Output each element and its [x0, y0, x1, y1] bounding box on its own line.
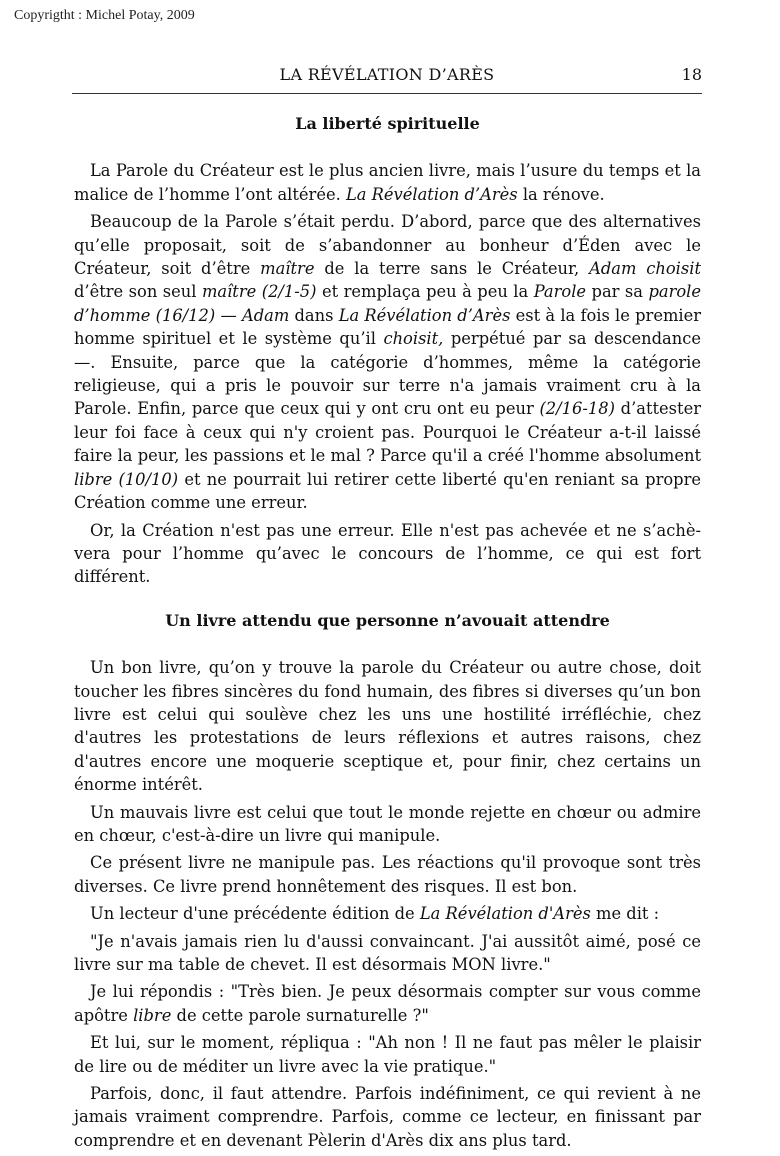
paragraph: Et lui, sur le moment, répliqua : "Ah non ! Il ne faut pas mêler le plaisir de lire ou de méditer un livre avec la vie pratique." — [74, 1033, 701, 1076]
running-header-title: LA RÉVÉLATION D’ARÈS — [279, 65, 495, 84]
page-number: 18 — [681, 65, 702, 84]
paragraph: Je lui répondis : "Très bien. Je peux désormais compter sur vous comme apôtre libre de cette parole surnaturelle ?" — [74, 982, 701, 1025]
paragraph: Un bon livre, qu’on y trouve la parole du Créateur ou autre chose, doit toucher les fibres sincères du fond humain, des fibres si diverses qu’un bon livre est celui qui soulève chez les uns une hostilité irréfléchie, chez d'autres les protestations de leurs réflexions et autres raisons, chez d'autres encore une moquerie sceptique et, pour finir, chez certains un énorme intérêt. — [74, 658, 701, 795]
section-heading-livre-attendu: Un livre attendu que personne n’avouait attendre — [165, 610, 610, 630]
copyright-notice: Copyrigtht : Michel Potay, 2009 — [14, 8, 195, 23]
paragraph: La Parole du Créateur est le plus ancien livre, mais l’usure du temps et la malice de l’homme l’ont altérée. La Révélation d’Arès la rénove. — [74, 161, 701, 204]
paragraph: Parfois, donc, il faut attendre. Parfois indéfiniment, ce qui revient à ne jamais vraiment comprendre. Parfois, comme ce lecteur, en finissant par comprendre et en devenant Pèlerin d'Arès dix ans plus tard. — [74, 1084, 701, 1150]
paragraph: Beaucoup de la Parole s’était perdu. D’abord, parce que des alternatives qu’elle proposait, soit de s’abandonner au bonheur d’Éden avec le Créateur, soit d’être maître de la terre sans le Créateur, Adam choisit d’être son seul maître (2/1-5) et remplaça peu à peu la Parole par sa parole d’homme (16/12) — Adam dans La Révélation d’Arès est à la fois le premier homme spirituel et le système qu’il choisit, perpétué par sa descendance —. Ensuite, parce que la catégorie d’hommes, même la catégorie religieuse, qui a pris le pouvoir sur terre n'a jamais vraiment cru à la Parole. Enfin, parce que ceux qui y ont cru ont eu peur (2/16-18) d’attester leur foi face à ceux qui n'y croient pas. Pourquoi le Créateur a-t-il laissé faire la peur, les passions et le mal ? Parce qu'il a créé l'homme absolument libre (10/10) et ne pourrait lui retirer cette liberté qu'en reniant sa propre Création comme une erreur. — [74, 212, 702, 513]
paragraph: Un lecteur d'une précédente édition de La Révélation d'Arès me dit : — [90, 904, 660, 924]
body-text — [74, 108, 701, 1156]
paragraph: Ce présent livre ne manipule pas. Les réactions qu'il provoque sont très diverses. Ce livre prend honnêtement des risques. Il est bon. — [74, 853, 701, 896]
section-heading-liberte: La liberté spirituelle — [295, 114, 480, 133]
paragraph: "Je n'avais jamais rien lu d'aussi convaincant. J'ai aussitôt aimé, posé ce livre sur ma table de chevet. Il est désormais MON livre." — [74, 931, 701, 974]
running-header — [72, 63, 702, 94]
paragraph: Un mauvais livre est celui que tout le monde rejette en chœur ou admire en chœur, c'est-à-dire un livre qui manipule. — [74, 802, 701, 845]
paragraph: Or, la Création n'est pas une erreur. Elle n'est pas achevée et ne s’achèvera pour l’homme qu’avec le concours de l’homme, ce qui est fort différent. — [74, 520, 701, 587]
